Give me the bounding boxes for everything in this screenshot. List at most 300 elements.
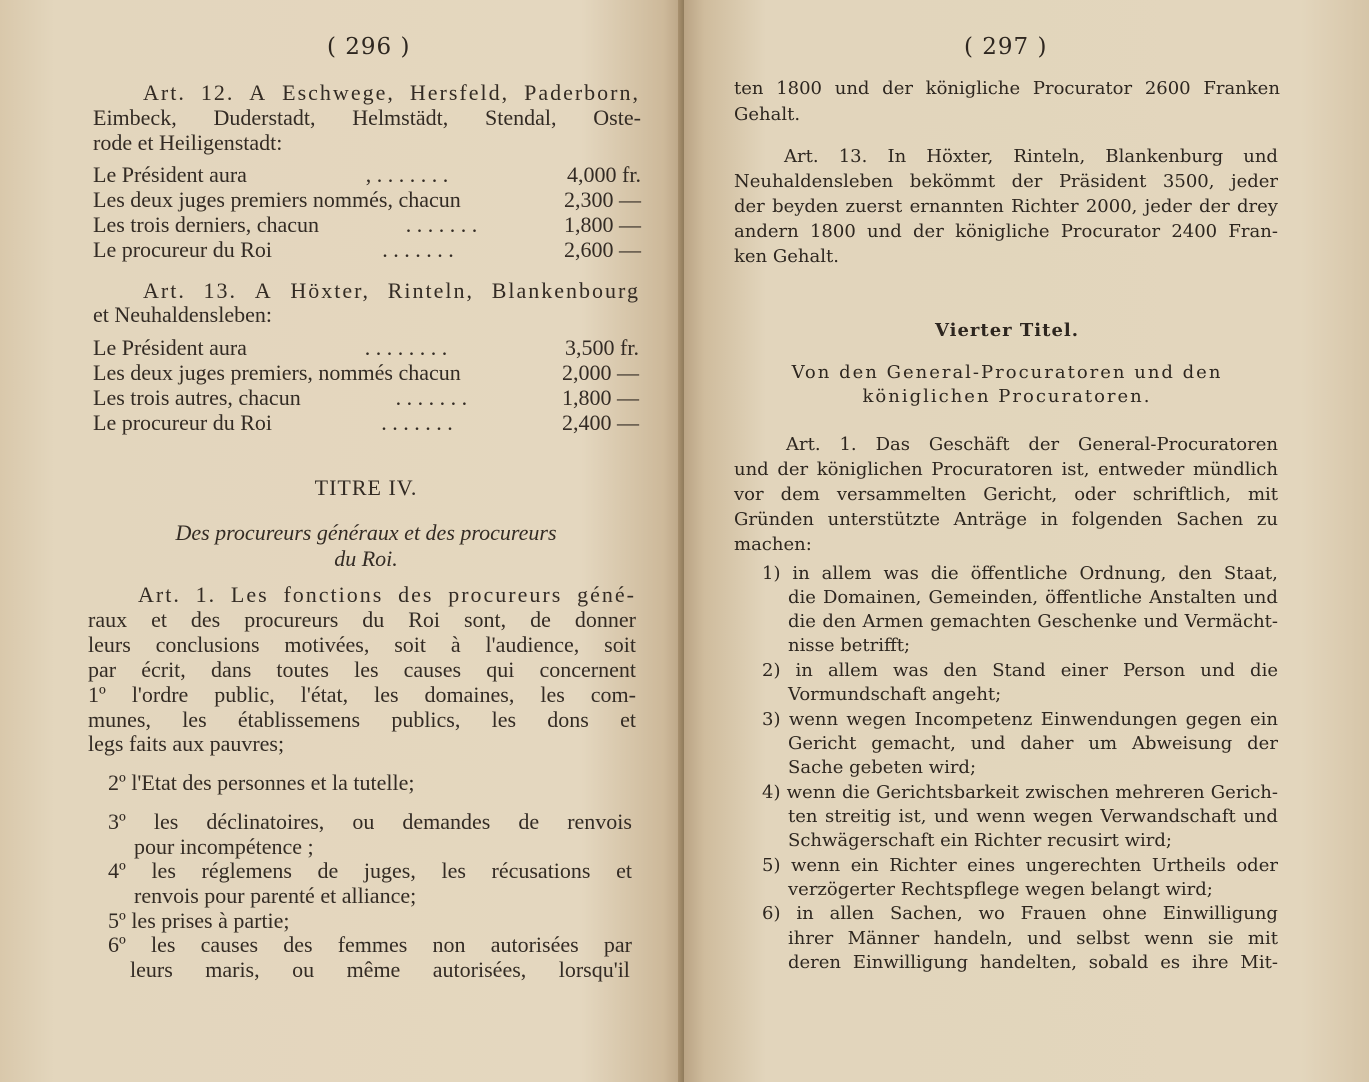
word: Vermächt- (1184, 611, 1278, 632)
word: und (1143, 611, 1179, 632)
word: königliche (955, 221, 1050, 242)
list-item (788, 611, 1278, 632)
word: ten (788, 806, 818, 827)
word: und (1243, 806, 1278, 827)
word: Procuratoren (931, 459, 1053, 480)
word: dans (210, 657, 252, 682)
art13-de-line (734, 221, 1278, 242)
salary-amount: 1,800 — (564, 212, 641, 237)
word: ernannten (909, 196, 1004, 217)
list-item (788, 952, 1278, 973)
art1-line (138, 582, 636, 608)
salary-dots: , . . . . . . . (365, 162, 449, 187)
word: um (1088, 733, 1118, 754)
list-item (108, 858, 632, 884)
word: mit (1247, 484, 1278, 505)
art12-line (93, 105, 641, 131)
word: par (88, 657, 117, 682)
word: Les (230, 582, 269, 607)
word: 2000, (1085, 196, 1138, 217)
word: Franken (1203, 78, 1280, 99)
word: königlichen (816, 459, 923, 480)
salary-dots: . . . . . . . . (364, 335, 448, 360)
word: donner (574, 607, 636, 632)
word: de (317, 858, 339, 883)
word: 1. (195, 582, 217, 607)
list-item: Vormundschaft angeht; (788, 684, 1002, 705)
word: vor (734, 484, 764, 505)
word: les (151, 932, 176, 957)
word: Helmstädt, (352, 105, 449, 130)
word: wegen (1032, 806, 1093, 827)
title-heading: TITRE IV. (314, 475, 418, 500)
word: versammelten (836, 484, 967, 505)
word: Art. (143, 278, 186, 303)
word: 12. (200, 80, 235, 105)
word: Neuhaldensleben (734, 171, 894, 192)
word: der (882, 78, 913, 99)
word: oder (1074, 484, 1116, 505)
word: concernent (539, 657, 636, 682)
word: Eimbeck, (93, 105, 177, 130)
list-item: renvois pour parenté et alliance; (134, 883, 417, 908)
list-item (788, 928, 1278, 949)
word: sont, (464, 607, 507, 632)
word: 1. (839, 434, 857, 455)
word: écrit, (141, 657, 186, 682)
word: Einwendungen (1040, 709, 1178, 730)
word: les (182, 707, 207, 732)
word: femmes (337, 932, 408, 957)
list-item (762, 709, 1278, 730)
art13-line: et Neuhaldensleben: (93, 302, 272, 327)
list-item: Schwägerschaft ein Richter recusirt wird; (788, 830, 1172, 851)
word: public, (214, 682, 275, 707)
list-item (788, 733, 1278, 754)
word: ou (292, 957, 315, 982)
word: les (441, 858, 466, 883)
word: Einwilligung (1162, 903, 1278, 924)
word: qui (486, 657, 515, 682)
word: leurs (88, 632, 131, 657)
word: In (887, 146, 907, 167)
word: les (153, 809, 179, 834)
list-item (762, 903, 1278, 924)
word: Blankenburg (1105, 146, 1224, 167)
art1-de-line (734, 459, 1278, 480)
salary-amount: 4,000 fr. (567, 162, 641, 187)
word: Gemeinden, (928, 587, 1039, 608)
word: in (796, 903, 814, 924)
word: 6) (762, 903, 781, 924)
word: Gerich- (1210, 782, 1278, 803)
word: des (398, 582, 434, 607)
salary-amount: 2,300 — (564, 187, 641, 212)
art1-de-line (734, 484, 1278, 505)
salary-row (93, 187, 641, 213)
word: com- (590, 682, 636, 707)
salary-row (93, 212, 641, 238)
salary-label: Les trois autres, chacun (93, 385, 301, 410)
salary-dots: . . . . . . . (382, 237, 454, 262)
word: der (1247, 733, 1278, 754)
art12-line (143, 80, 640, 106)
word: les (491, 707, 517, 732)
word: Duderstadt, (213, 105, 316, 130)
word: renvois (567, 809, 632, 834)
word: munes, (88, 707, 151, 732)
word: ein (850, 855, 879, 876)
word: A (254, 278, 273, 303)
word: l'ordre (131, 682, 189, 707)
list-item (762, 782, 1278, 803)
word: königliche (925, 78, 1021, 99)
word: fonctions (283, 582, 384, 607)
word: Person (1123, 660, 1186, 681)
word: de (518, 809, 540, 834)
list-item (762, 660, 1278, 681)
word: Paderborn, (524, 80, 640, 105)
word: entweder (1098, 459, 1185, 480)
word: des (190, 607, 221, 632)
word: unterstützte (827, 509, 940, 530)
list-item: pour incompétence ; (134, 834, 314, 859)
word: 1800 (809, 221, 856, 242)
word: Richter (889, 855, 957, 876)
list-item (788, 587, 1278, 608)
salary-amount: 2,600 — (564, 237, 641, 262)
word: was (883, 563, 919, 584)
art1-line: legs faits aux pauvres; (88, 731, 285, 756)
word: Stendal, (485, 105, 557, 130)
word: was (892, 660, 929, 681)
word: der (913, 221, 944, 242)
word: Geschäft (928, 434, 1010, 455)
word: Sachen (1176, 509, 1244, 530)
word: Armen (862, 611, 924, 632)
word: les (151, 858, 176, 883)
word: 4) (762, 782, 781, 803)
word: A (249, 80, 268, 105)
word: Gerichtsbarkeit (876, 782, 1020, 803)
word: in (792, 563, 810, 584)
word: Urtheils (1151, 855, 1226, 876)
title-subheading: du Roi. (334, 546, 398, 571)
list-item (788, 806, 1278, 827)
word: 6º (108, 932, 126, 957)
word: Höxter, (290, 278, 371, 303)
salary-label: Le Président aura (93, 162, 247, 187)
word: maris, (205, 957, 260, 982)
word: Rinteln, (1013, 146, 1086, 167)
list-item (762, 563, 1278, 584)
word: les (374, 682, 399, 707)
word: Art. (143, 80, 186, 105)
salary-dots: . . . . . . . (381, 410, 453, 435)
word: Oste- (593, 105, 641, 130)
word: géné- (577, 582, 636, 607)
word: Gericht, (983, 484, 1058, 505)
word: öffentliche (1045, 587, 1143, 608)
word: 1) (762, 563, 781, 584)
word: 4º (108, 858, 126, 883)
word: non (432, 932, 466, 957)
word: die (842, 782, 870, 803)
word: mehreren (1115, 782, 1205, 803)
art13-de-line: ken Gehalt. (734, 246, 839, 267)
word: die (930, 563, 959, 584)
word: motivées, (284, 632, 370, 657)
word: leurs (130, 957, 173, 982)
art1-line (88, 707, 636, 733)
word: beyden (772, 196, 839, 217)
word: jeder (1144, 196, 1192, 217)
word: Ordnung, (1079, 563, 1167, 584)
salary-dots: . . . . . . . (395, 385, 468, 410)
word: 3500, (1162, 171, 1215, 192)
art1-de-line (734, 509, 1278, 530)
word: et (616, 858, 632, 883)
word: streitig (825, 806, 891, 827)
word: schriftlich, (1132, 484, 1231, 505)
list-item (108, 932, 632, 958)
word: à (450, 632, 461, 657)
word: ten (734, 78, 764, 99)
word: daher (1020, 733, 1074, 754)
salary-row (93, 385, 639, 411)
word: Hersfeld, (409, 80, 510, 105)
word: und (970, 733, 1006, 754)
word: deren (788, 952, 842, 973)
word: dem (780, 484, 820, 505)
word: den (822, 611, 857, 632)
word: Gründen (734, 509, 814, 530)
title-subheading: Des procureurs généraux et des procureurs (175, 520, 557, 545)
word: ihre (1191, 952, 1229, 973)
word: dons (547, 707, 589, 732)
word: gegen (1185, 709, 1242, 730)
word: jeder (1230, 171, 1278, 192)
word: des (283, 932, 313, 957)
word: du (362, 607, 385, 632)
word: 3) (762, 709, 781, 730)
word: Procurator (1032, 78, 1133, 99)
salary-amount: 3,500 fr. (565, 335, 639, 360)
salary-label: Le procureur du Roi (93, 237, 272, 262)
word: und (834, 78, 870, 99)
continuation-line (734, 78, 1280, 99)
word: autorisées (490, 932, 579, 957)
word: ungerechten (1025, 855, 1142, 876)
word: und (933, 806, 969, 827)
word: l'audience, (485, 632, 580, 657)
word: Geschenke (1037, 611, 1138, 632)
word: zwischen (1025, 782, 1110, 803)
word: Incompetenz (914, 709, 1033, 730)
list-item: 2º l'Etat des personnes et la tutelle; (108, 770, 415, 795)
list-item (762, 855, 1278, 876)
salary-row (93, 162, 641, 188)
word: demandes (402, 809, 491, 834)
word: Roi (408, 607, 441, 632)
word: wo (978, 903, 1005, 924)
word: les (540, 682, 565, 707)
word: et (620, 707, 636, 732)
word: déclinatoires, (206, 809, 325, 834)
word: Präsident (1058, 171, 1147, 192)
word: bekömmt (909, 171, 996, 192)
salary-amount: 1,800 — (561, 385, 639, 410)
word: de (530, 607, 551, 632)
art1-line (88, 632, 636, 658)
art1-line (88, 607, 636, 633)
word: zuerst (845, 196, 903, 217)
word: drey (1237, 196, 1278, 217)
word: öffentliche (970, 563, 1068, 584)
word: établissemens (237, 707, 361, 732)
word: Staat, (1223, 563, 1278, 584)
art1-line (88, 657, 636, 683)
art1-line (88, 682, 636, 708)
word: Art. (138, 582, 181, 607)
list-item (130, 957, 630, 983)
continuation-line: Gehalt. (734, 104, 801, 125)
salary-amount: 2,400 — (562, 410, 639, 435)
word: par (603, 932, 632, 957)
word: oder (1236, 855, 1278, 876)
salary-row (93, 360, 639, 386)
salary-label: Le procureur du Roi (93, 410, 272, 435)
word: wegen (846, 709, 907, 730)
art13-line (143, 278, 640, 304)
salary-row (93, 335, 639, 361)
word: eines (967, 855, 1016, 876)
salary-amount: 2,000 — (562, 360, 639, 385)
word: et (151, 607, 167, 632)
word: zu (1256, 509, 1278, 530)
word: soit (394, 632, 427, 657)
word: lorsqu'il (558, 957, 630, 982)
word: ihrer (788, 928, 834, 949)
list-item: nisse betrifft; (788, 635, 911, 656)
art1-de-line: machen: (734, 534, 812, 555)
word: der (1011, 171, 1043, 192)
word: même (346, 957, 401, 982)
word: procureurs (244, 607, 339, 632)
word: Das (875, 434, 910, 455)
word: 1º (88, 682, 106, 707)
word: der (1198, 196, 1230, 217)
word: General-Procuratoren (1078, 434, 1278, 455)
list-item: 5º les prises à partie; (108, 908, 290, 933)
word: Höxter, (926, 146, 994, 167)
salary-row (93, 410, 639, 436)
word: der (734, 196, 765, 217)
word: mündlich (1192, 459, 1278, 480)
word: selbst (1076, 928, 1130, 949)
word: Abweisung (1131, 733, 1233, 754)
word: 2600 (1144, 78, 1191, 99)
word: wenn (1144, 928, 1194, 949)
word: handelten, (979, 952, 1077, 973)
list-item: verzögerter Rechtspflege wegen belangt wird; (788, 879, 1213, 900)
salary-row (93, 237, 641, 263)
word: 2400 (1171, 221, 1218, 242)
word: mit (1247, 928, 1278, 949)
word: wenn (786, 782, 836, 803)
word: ist, (1061, 459, 1090, 480)
art12-line: rode et Heiligenstadt: (93, 130, 283, 155)
word: Procurator (1060, 221, 1161, 242)
word: und (867, 221, 902, 242)
word: wenn (976, 806, 1026, 827)
word: folgenden (1071, 509, 1163, 530)
word: Blankenbourg (491, 278, 640, 303)
word: in (1040, 509, 1059, 530)
left-page (0, 0, 684, 1082)
art13-de-line (734, 196, 1278, 217)
word: es (1160, 952, 1181, 973)
word: Art. (786, 434, 821, 455)
title-heading: Vierter Titel. (934, 320, 1080, 341)
word: causes (200, 932, 259, 957)
word: Sachen, (889, 903, 963, 924)
word: Anstalten (1149, 587, 1237, 608)
word: Frauen (1020, 903, 1087, 924)
salary-label: Les trois derniers, chacun (93, 212, 320, 237)
word: conclusions (155, 632, 260, 657)
title-subheading: Von den General-Procuratoren und den (791, 362, 1223, 383)
word: und (1027, 928, 1062, 949)
word: gemachten (929, 611, 1031, 632)
word: autorisées, (432, 957, 527, 982)
word: Fran- (1228, 221, 1278, 242)
word: sie (1207, 928, 1234, 949)
word: ein (1249, 709, 1278, 730)
word: toutes (276, 657, 329, 682)
word: in (795, 660, 813, 681)
salary-dots: . . . . . . . (405, 212, 478, 237)
word: und (1243, 146, 1278, 167)
art1-de-line (786, 434, 1278, 455)
word: allen (829, 903, 875, 924)
word: Richter (1011, 196, 1079, 217)
word: andern (734, 221, 799, 242)
word: der (777, 459, 809, 480)
word: allem (821, 563, 872, 584)
word: les (354, 657, 379, 682)
word: Domainen, (823, 587, 922, 608)
word: récusations (491, 858, 591, 883)
art13-de-line (734, 171, 1278, 192)
word: und (1200, 660, 1235, 681)
word: 13. (838, 146, 868, 167)
right-page (684, 0, 1369, 1082)
word: domaines, (424, 682, 515, 707)
list-item: Sache gebeten wird; (788, 757, 977, 778)
word: die (788, 587, 816, 608)
word: sobald (1088, 952, 1149, 973)
word: Verwandschaft (1100, 806, 1236, 827)
word: Rinteln, (387, 278, 475, 303)
word: soit (604, 632, 636, 657)
word: Stand (992, 660, 1046, 681)
word: und (1243, 587, 1278, 608)
word: 1800 (776, 78, 823, 99)
word: einer (1060, 660, 1108, 681)
word: 13. (203, 278, 238, 303)
word: 5) (762, 855, 781, 876)
